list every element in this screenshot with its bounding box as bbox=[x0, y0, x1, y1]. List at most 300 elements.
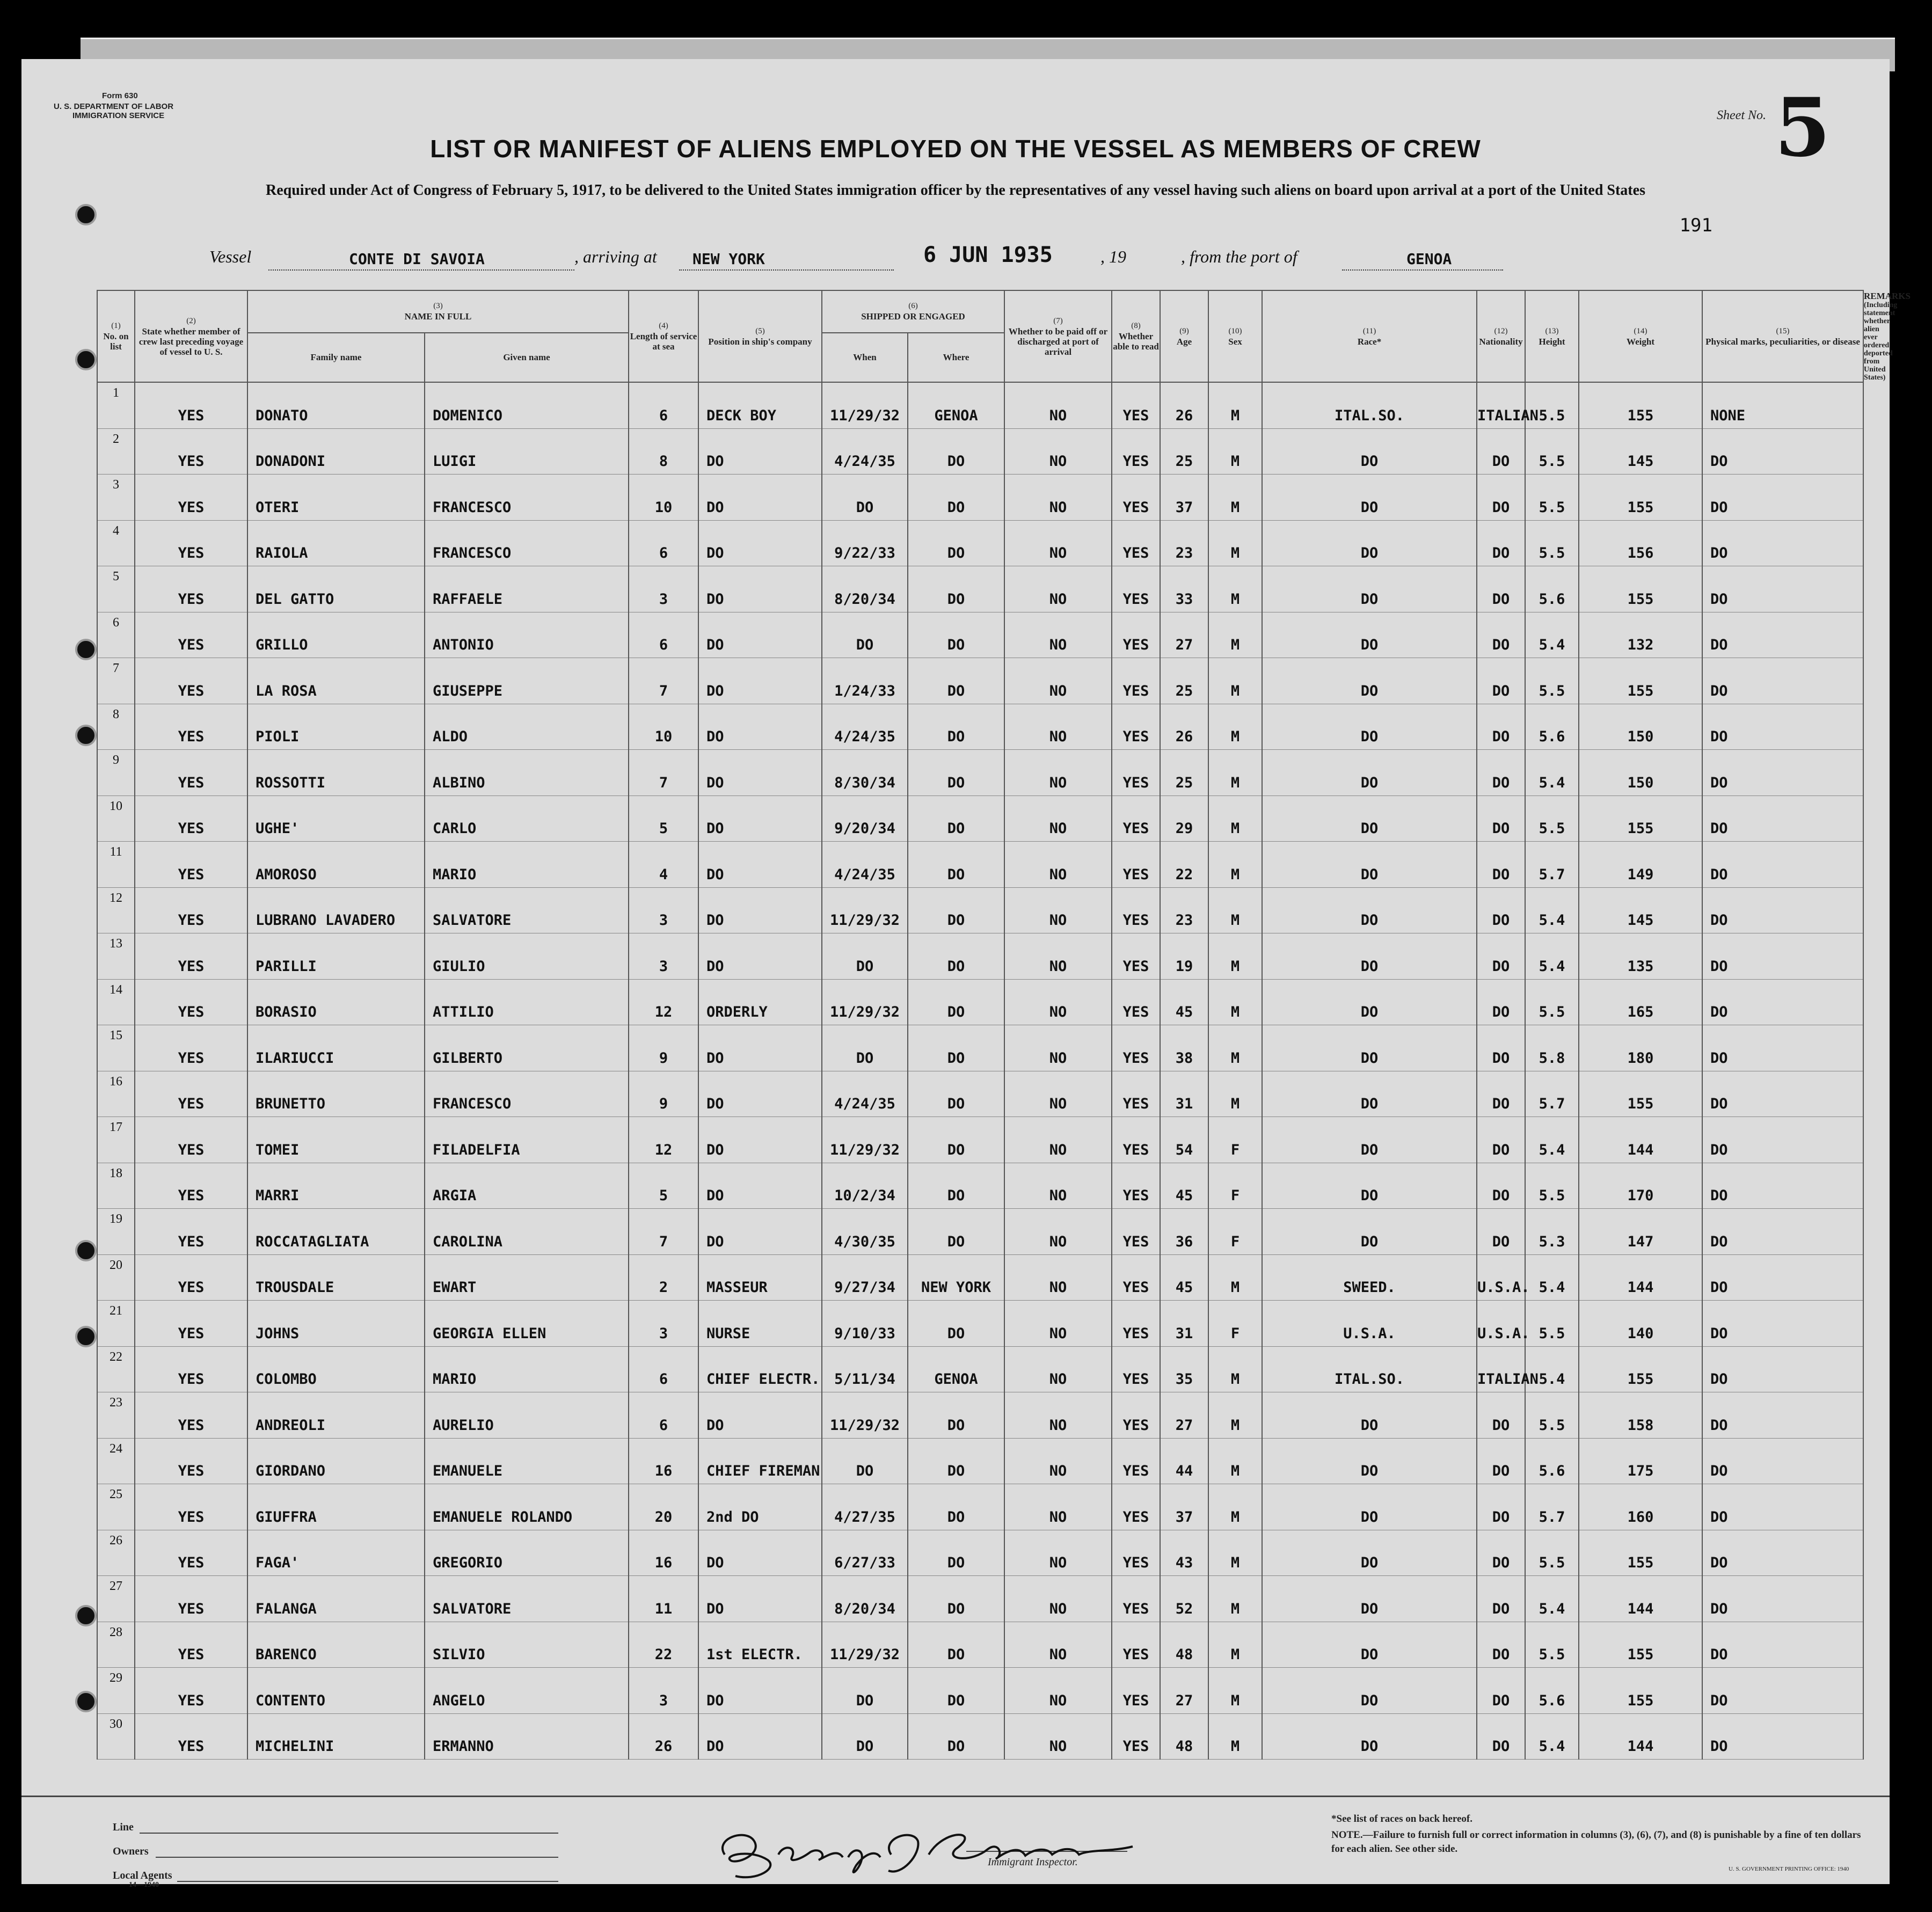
shipped-where-cell: DO bbox=[908, 1025, 1004, 1071]
sex-cell: M bbox=[1208, 1254, 1262, 1301]
shipped-when-cell: 9/10/33 bbox=[822, 1301, 908, 1347]
row-number-cell: 3 bbox=[97, 475, 135, 521]
table-row bbox=[97, 1163, 1863, 1209]
family-name-cell: LUBRANO LAVADERO bbox=[247, 887, 425, 933]
shipped-when-cell: 9/22/33 bbox=[822, 520, 908, 566]
race-cell: DO bbox=[1262, 887, 1477, 933]
family-name-cell: GIUFFRA bbox=[247, 1484, 425, 1530]
able-to-read-cell: YES bbox=[1112, 750, 1160, 796]
weight-cell: 158 bbox=[1579, 1392, 1702, 1439]
row-number-cell: 14 bbox=[97, 979, 135, 1025]
previous-voyage-cell: YES bbox=[135, 1209, 247, 1255]
local-agents-label: Local Agents bbox=[113, 1870, 172, 1881]
nationality-cell: U.S.A. bbox=[1477, 1301, 1525, 1347]
height-cell: 5.4 bbox=[1525, 1117, 1579, 1163]
nationality-cell: DO bbox=[1477, 796, 1525, 842]
paid-off-cell: NO bbox=[1004, 428, 1112, 475]
sex-cell: M bbox=[1208, 750, 1262, 796]
sex-cell: M bbox=[1208, 1346, 1262, 1392]
shipped-where-cell: DO bbox=[908, 1668, 1004, 1714]
binder-hole bbox=[75, 1240, 97, 1261]
height-cell: 5.5 bbox=[1525, 1163, 1579, 1209]
height-cell: 5.6 bbox=[1525, 704, 1579, 750]
table-row bbox=[97, 520, 1863, 566]
sex-cell: M bbox=[1208, 1392, 1262, 1439]
length-of-service-cell: 5 bbox=[629, 1163, 698, 1209]
table-row bbox=[97, 1622, 1863, 1668]
able-to-read-cell: YES bbox=[1112, 704, 1160, 750]
shipped-where-cell: DO bbox=[908, 658, 1004, 704]
previous-voyage-cell: YES bbox=[135, 1071, 247, 1117]
shipped-where-cell: GENOA bbox=[908, 1346, 1004, 1392]
able-to-read-cell: YES bbox=[1112, 1484, 1160, 1530]
header-length-of-service: (4) Length of service at sea bbox=[629, 290, 698, 382]
table-row bbox=[97, 887, 1863, 933]
row-number-cell: 6 bbox=[97, 612, 135, 658]
header-shipped-where: Where bbox=[908, 333, 1004, 382]
physical-marks-cell: DO bbox=[1702, 1117, 1863, 1163]
weight-cell: 180 bbox=[1579, 1025, 1702, 1071]
shipped-where-cell: DO bbox=[908, 1576, 1004, 1622]
weight-cell: 155 bbox=[1579, 1668, 1702, 1714]
row-number-cell: 4 bbox=[97, 520, 135, 566]
age-cell: 36 bbox=[1160, 1209, 1208, 1255]
weight-cell: 156 bbox=[1579, 520, 1702, 566]
length-of-service-cell: 26 bbox=[629, 1713, 698, 1760]
header-name-in-full: (3) NAME IN FULL bbox=[247, 290, 629, 333]
paid-off-cell: NO bbox=[1004, 1668, 1112, 1714]
given-name-cell: CARLO bbox=[425, 796, 629, 842]
given-name-cell: AURELIO bbox=[425, 1392, 629, 1439]
paid-off-cell: NO bbox=[1004, 1209, 1112, 1255]
shipped-where-cell: DO bbox=[908, 520, 1004, 566]
paid-off-cell: NO bbox=[1004, 658, 1112, 704]
shipped-where-cell: DO bbox=[908, 933, 1004, 980]
given-name-cell: SALVATORE bbox=[425, 1576, 629, 1622]
race-cell: DO bbox=[1262, 1484, 1477, 1530]
height-cell: 5.4 bbox=[1525, 887, 1579, 933]
able-to-read-cell: YES bbox=[1112, 887, 1160, 933]
previous-voyage-cell: YES bbox=[135, 1576, 247, 1622]
position-cell: DO bbox=[698, 428, 822, 475]
race-cell: DO bbox=[1262, 1530, 1477, 1576]
shipped-when-cell: 11/29/32 bbox=[822, 382, 908, 428]
given-name-cell: FRANCESCO bbox=[425, 1071, 629, 1117]
binder-hole bbox=[75, 1605, 97, 1626]
shipped-when-cell: DO bbox=[822, 1438, 908, 1484]
header-paid-off: (7) Whether to be paid off or discharged at port of arrival bbox=[1004, 290, 1112, 382]
table-row bbox=[97, 1576, 1863, 1622]
row-number-cell: 27 bbox=[97, 1576, 135, 1622]
shipped-when-cell: 4/24/35 bbox=[822, 1071, 908, 1117]
height-cell: 5.7 bbox=[1525, 842, 1579, 888]
table-row bbox=[97, 1668, 1863, 1714]
able-to-read-cell: YES bbox=[1112, 566, 1160, 612]
penalty-note: NOTE.—Failure to furnish full or correct information in columns (3), (6), (7), and (8) is punishable by a fine of ten dollars for each alien. See other side. bbox=[1331, 1829, 1861, 1855]
shipped-when-cell: 9/27/34 bbox=[822, 1254, 908, 1301]
row-number-cell: 9 bbox=[97, 750, 135, 796]
position-cell: DO bbox=[698, 1392, 822, 1439]
position-cell: DO bbox=[698, 1117, 822, 1163]
table-row bbox=[97, 566, 1863, 612]
position-cell: 2nd DO bbox=[698, 1484, 822, 1530]
paid-off-cell: NO bbox=[1004, 1117, 1112, 1163]
age-cell: 43 bbox=[1160, 1530, 1208, 1576]
vessel-name: CONTE DI SAVOIA bbox=[349, 250, 485, 268]
sex-cell: M bbox=[1208, 1713, 1262, 1760]
sex-cell: M bbox=[1208, 1025, 1262, 1071]
row-number-cell: 28 bbox=[97, 1622, 135, 1668]
physical-marks-cell: DO bbox=[1702, 1025, 1863, 1071]
sex-cell: M bbox=[1208, 887, 1262, 933]
sex-cell: M bbox=[1208, 1484, 1262, 1530]
row-number-cell: 15 bbox=[97, 1025, 135, 1071]
family-name-cell: CONTENTO bbox=[247, 1668, 425, 1714]
position-cell: DO bbox=[698, 520, 822, 566]
position-cell: DO bbox=[698, 658, 822, 704]
family-name-cell: COLOMBO bbox=[247, 1346, 425, 1392]
given-name-cell: ALDO bbox=[425, 704, 629, 750]
previous-voyage-cell: YES bbox=[135, 428, 247, 475]
given-name-cell: FRANCESCO bbox=[425, 475, 629, 521]
paid-off-cell: NO bbox=[1004, 566, 1112, 612]
family-name-cell: OTERI bbox=[247, 475, 425, 521]
sex-cell: F bbox=[1208, 1301, 1262, 1347]
department-name: U. S. DEPARTMENT OF LABOR bbox=[54, 102, 174, 111]
family-name-cell: GIORDANO bbox=[247, 1438, 425, 1484]
length-of-service-cell: 12 bbox=[629, 1117, 698, 1163]
age-cell: 31 bbox=[1160, 1301, 1208, 1347]
physical-marks-cell: DO bbox=[1702, 1209, 1863, 1255]
sex-cell: M bbox=[1208, 704, 1262, 750]
header-height: (13) Height bbox=[1525, 290, 1579, 382]
shipped-where-cell: DO bbox=[908, 1301, 1004, 1347]
nationality-cell: DO bbox=[1477, 475, 1525, 521]
able-to-read-cell: YES bbox=[1112, 1163, 1160, 1209]
physical-marks-cell: DO bbox=[1702, 1163, 1863, 1209]
sex-cell: M bbox=[1208, 520, 1262, 566]
inspector-signature bbox=[703, 1817, 1165, 1881]
paid-off-cell: NO bbox=[1004, 1484, 1112, 1530]
race-cell: DO bbox=[1262, 475, 1477, 521]
header-weight: (14) Weight bbox=[1579, 290, 1702, 382]
height-cell: 5.8 bbox=[1525, 1025, 1579, 1071]
shipped-when-cell: DO bbox=[822, 612, 908, 658]
able-to-read-cell: YES bbox=[1112, 1025, 1160, 1071]
arrival-date-stamp: 6 JUN 1935 bbox=[923, 243, 1053, 267]
row-number-cell: 8 bbox=[97, 704, 135, 750]
nationality-cell: DO bbox=[1477, 1530, 1525, 1576]
document-title: LIST OR MANIFEST OF ALIENS EMPLOYED ON THE VESSEL AS MEMBERS OF CREW bbox=[430, 135, 1481, 163]
able-to-read-cell: YES bbox=[1112, 1117, 1160, 1163]
age-cell: 23 bbox=[1160, 887, 1208, 933]
physical-marks-cell: DO bbox=[1702, 428, 1863, 475]
position-cell: CHIEF FIREMAN bbox=[698, 1438, 822, 1484]
table-row bbox=[97, 1025, 1863, 1071]
length-of-service-cell: 3 bbox=[629, 1668, 698, 1714]
race-cell: DO bbox=[1262, 1576, 1477, 1622]
sex-cell: M bbox=[1208, 1071, 1262, 1117]
given-name-cell: EMANUELE ROLANDO bbox=[425, 1484, 629, 1530]
header-race: (11) Race* bbox=[1262, 290, 1477, 382]
previous-voyage-cell: YES bbox=[135, 887, 247, 933]
physical-marks-cell: DO bbox=[1702, 1438, 1863, 1484]
race-cell: U.S.A. bbox=[1262, 1301, 1477, 1347]
nationality-cell: DO bbox=[1477, 1438, 1525, 1484]
position-cell: 1st ELECTR. bbox=[698, 1622, 822, 1668]
able-to-read-cell: YES bbox=[1112, 1622, 1160, 1668]
sex-cell: M bbox=[1208, 796, 1262, 842]
sex-cell: M bbox=[1208, 1622, 1262, 1668]
row-number-cell: 23 bbox=[97, 1392, 135, 1439]
age-cell: 37 bbox=[1160, 1484, 1208, 1530]
position-cell: DECK BOY bbox=[698, 382, 822, 428]
row-number-cell: 7 bbox=[97, 658, 135, 704]
sex-cell: M bbox=[1208, 1668, 1262, 1714]
race-cell: DO bbox=[1262, 979, 1477, 1025]
binder-hole bbox=[75, 204, 97, 225]
table-row bbox=[97, 1346, 1863, 1392]
nationality-cell: DO bbox=[1477, 842, 1525, 888]
given-name-cell: CAROLINA bbox=[425, 1209, 629, 1255]
age-cell: 54 bbox=[1160, 1117, 1208, 1163]
nationality-cell: DO bbox=[1477, 1484, 1525, 1530]
shipped-where-cell: DO bbox=[908, 979, 1004, 1025]
shipped-when-cell: 11/29/32 bbox=[822, 979, 908, 1025]
weight-cell: 140 bbox=[1579, 1301, 1702, 1347]
length-of-service-cell: 6 bbox=[629, 520, 698, 566]
physical-marks-cell: DO bbox=[1702, 1346, 1863, 1392]
length-of-service-cell: 3 bbox=[629, 887, 698, 933]
shipped-when-cell: DO bbox=[822, 1668, 908, 1714]
race-cell: ITAL.SO. bbox=[1262, 382, 1477, 428]
paid-off-cell: NO bbox=[1004, 1576, 1112, 1622]
age-cell: 23 bbox=[1160, 520, 1208, 566]
paid-off-cell: NO bbox=[1004, 1713, 1112, 1760]
table-row bbox=[97, 1209, 1863, 1255]
shipped-where-cell: DO bbox=[908, 1438, 1004, 1484]
age-cell: 25 bbox=[1160, 428, 1208, 475]
row-number-cell: 21 bbox=[97, 1301, 135, 1347]
weight-cell: 144 bbox=[1579, 1713, 1702, 1760]
family-name-cell: BRUNETTO bbox=[247, 1071, 425, 1117]
given-name-cell: FILADELFIA bbox=[425, 1117, 629, 1163]
crew-manifest-table: (1) No. on list (2) State whether member of crew last preceding voyage of vessel to U. S. (3) NAME IN FULL (4) Length of service at sea (5) Position in ship's company (6) SHIPPED OR ENGAGED (7) Whether to be paid off or discharged at port of arrival (8) Whether able to read (9) Age (10) Sex (11) Race* (12) Nationality (13) Height (14) Weight (15) Physical marks, peculiarities, or disease REMARKS (Including statement whether alien ever ordered deported from United States) Family name Given name When Where 1 YES DONATO DOMENICO 6 DECK BOY 11/29/32 GENOA NO YES 26 M ITAL.SO. ITALIAN 5.5 155 NONE 2 YES DONADONI LUIGI 8 DO 4/24/35 DO NO YES 25 M DO DO 5.5 145 DO 3 YES OTERI FRANCESCO 10 DO DO DO NO YES 37 M DO DO 5.5 155 DO 4 YES RAIOLA FRANCESCO 6 DO 9/22/33 DO NO YES 23 M DO DO 5.5 156 DO 5 YES DEL GATTO RAFFAELE 3 DO 8/20/34 DO NO YES 33 M DO DO 5.6 155 DO 6 YES GRILLO ANTONIO 6 DO DO DO NO YES 27 M DO DO 5.4 132 DO 7 YES LA ROSA GIUSEPPE 7 DO 1/24/33 DO NO YES 25 M DO DO 5.5 155 DO 8 YES PIOLI ALDO 10 DO 4/24/35 DO NO YES 26 M DO DO 5.6 150 DO 9 YES ROSSOTTI ALBINO 7 DO 8/30/34 DO NO YES 25 M DO DO 5.4 150 DO 10 YES UGHE' CARLO 5 DO 9/20/34 DO NO YES 29 M DO DO 5.5 155 DO 11 YES AMOROSO MARIO 4 DO 4/24/35 DO NO YES 22 M DO DO 5.7 149 DO 12 YES LUBRANO LAVADERO SALVATORE 3 DO 11/29/32 DO NO YES 23 M DO DO 5.4 145 DO 13 YES PARILLI GIULIO 3 DO DO DO NO YES 19 M DO DO 5.4 135 DO 14 YES BORASIO ATTILIO 12 ORDERLY 11/29/32 DO NO YES 45 M DO DO 5.5 165 DO 15 YES ILARIUCCI GILBERTO 9 DO DO DO NO YES 38 M DO DO 5.8 180 DO 16 YES BRUNETTO FRANCESCO 9 DO 4/24/35 DO NO YES 31 M DO DO 5.7 155 DO 17 YES TOMEI FILADELFIA 12 DO 11/29/32 DO NO YES 54 F DO DO 5.4 144 DO 18 YES MARRI ARGIA 5 DO 10/2/34 DO NO YES 45 F DO DO 5.5 170 DO 19 YES ROCCATAGLIATA CAROLINA 7 DO 4/30/35 DO NO YES 36 F DO DO 5.3 147 DO 20 YES TROUSDALE EWART 2 MASSEUR 9/27/34 NEW YORK NO YES 45 M SWEED. U.S.A. 5.4 144 DO 21 YES JOHNS GEORGIA ELLEN 3 NURSE 9/10/33 DO NO YES 31 F U.S.A. U.S.A. 5.5 140 DO 22 YES COLOMBO MARIO 6 CHIEF ELECTR. 5/11/34 GENOA NO YES 35 M ITAL.SO. ITALIAN 5.4 155 DO 23 YES ANDREOLI AURELIO 6 DO 11/29/32 DO NO YES 27 M DO DO 5.5 158 DO 24 YES GIORDANO EMANUELE 16 CHIEF FIREMAN DO DO NO YES 44 M DO DO 5.6 175 DO 25 YES GIUFFRA EMANUELE ROLANDO 20 2nd DO 4/27/35 DO NO YES 37 M DO DO 5.7 160 DO 26 YES FAGA' GREGORIO 16 DO 6/27/33 DO NO YES 43 M DO DO 5.5 155 DO 27 YES FALANGA SALVATORE 11 DO 8/20/34 DO NO YES 52 M DO DO 5.4 144 DO 28 YES BARENCO SILVIO 22 1st ELECTR. 11/29/32 DO NO YES 48 M DO DO 5.5 155 DO 29 YES CONTENTO ANGELO 3 DO DO DO NO YES 27 M DO DO 5.6 155 DO 30 YES MICHELINI ERMANNO 26 DO DO DO NO YES 48 M DO DO 5.4 144 DO bbox=[97, 290, 1864, 1760]
height-cell: 5.4 bbox=[1525, 1254, 1579, 1301]
able-to-read-cell: YES bbox=[1112, 1346, 1160, 1392]
previous-voyage-cell: YES bbox=[135, 704, 247, 750]
header-shipped-or-engaged: (6) SHIPPED OR ENGAGED bbox=[822, 290, 1004, 333]
nationality-cell: DO bbox=[1477, 566, 1525, 612]
binder-hole bbox=[75, 639, 97, 660]
shipped-where-cell: DO bbox=[908, 1117, 1004, 1163]
paid-off-cell: NO bbox=[1004, 1254, 1112, 1301]
header-physical-marks: (15) Physical marks, peculiarities, or disease bbox=[1702, 290, 1863, 382]
height-cell: 5.6 bbox=[1525, 1438, 1579, 1484]
previous-voyage-cell: YES bbox=[135, 520, 247, 566]
shipped-where-cell: DO bbox=[908, 1713, 1004, 1760]
nationality-cell: DO bbox=[1477, 1392, 1525, 1439]
height-cell: 5.6 bbox=[1525, 566, 1579, 612]
height-cell: 5.7 bbox=[1525, 1071, 1579, 1117]
requirement-text: Required under Act of Congress of February 5, 1917, to be delivered to the United States immigration officer by the representatives of any vessel having such aliens on board upon arrival at a port of the United States bbox=[266, 182, 1645, 199]
vessel-dotted-line bbox=[268, 269, 574, 271]
given-name-cell: SILVIO bbox=[425, 1622, 629, 1668]
row-number-cell: 30 bbox=[97, 1713, 135, 1760]
previous-voyage-cell: YES bbox=[135, 658, 247, 704]
nationality-cell: DO bbox=[1477, 750, 1525, 796]
row-number-cell: 12 bbox=[97, 887, 135, 933]
length-of-service-cell: 12 bbox=[629, 979, 698, 1025]
row-number-cell: 19 bbox=[97, 1209, 135, 1255]
position-cell: DO bbox=[698, 1530, 822, 1576]
sex-cell: F bbox=[1208, 1117, 1262, 1163]
race-cell: DO bbox=[1262, 1117, 1477, 1163]
able-to-read-cell: YES bbox=[1112, 1071, 1160, 1117]
able-to-read-cell: YES bbox=[1112, 382, 1160, 428]
given-name-cell: EMANUELE bbox=[425, 1438, 629, 1484]
nationality-cell: DO bbox=[1477, 658, 1525, 704]
age-cell: 44 bbox=[1160, 1438, 1208, 1484]
row-number-cell: 5 bbox=[97, 566, 135, 612]
table-row bbox=[97, 475, 1863, 521]
weight-cell: 144 bbox=[1579, 1576, 1702, 1622]
age-cell: 33 bbox=[1160, 566, 1208, 612]
given-name-cell: ARGIA bbox=[425, 1163, 629, 1209]
age-cell: 45 bbox=[1160, 1163, 1208, 1209]
race-cell: DO bbox=[1262, 704, 1477, 750]
previous-voyage-cell: YES bbox=[135, 842, 247, 888]
family-name-cell: GRILLO bbox=[247, 612, 425, 658]
shipped-where-cell: DO bbox=[908, 887, 1004, 933]
nationality-cell: DO bbox=[1477, 1163, 1525, 1209]
age-cell: 25 bbox=[1160, 750, 1208, 796]
able-to-read-cell: YES bbox=[1112, 1713, 1160, 1760]
family-name-cell: DONADONI bbox=[247, 428, 425, 475]
previous-voyage-cell: YES bbox=[135, 566, 247, 612]
weight-cell: 170 bbox=[1579, 1163, 1702, 1209]
previous-voyage-cell: YES bbox=[135, 475, 247, 521]
from-port: GENOA bbox=[1406, 250, 1452, 268]
height-cell: 5.5 bbox=[1525, 428, 1579, 475]
height-cell: 5.5 bbox=[1525, 658, 1579, 704]
arriving-label: , arriving at bbox=[574, 247, 657, 266]
family-name-cell: ROSSOTTI bbox=[247, 750, 425, 796]
shipped-where-cell: DO bbox=[908, 1392, 1004, 1439]
from-port-label: , from the port of bbox=[1181, 247, 1297, 266]
height-cell: 5.5 bbox=[1525, 979, 1579, 1025]
shipped-when-cell: 8/20/34 bbox=[822, 1576, 908, 1622]
shipped-when-cell: 6/27/33 bbox=[822, 1530, 908, 1576]
physical-marks-cell: DO bbox=[1702, 1071, 1863, 1117]
sheet-number-label: Sheet No. bbox=[1717, 108, 1766, 122]
table-row bbox=[97, 1438, 1863, 1484]
sex-cell: M bbox=[1208, 612, 1262, 658]
physical-marks-cell: DO bbox=[1702, 887, 1863, 933]
shipped-when-cell: 11/29/32 bbox=[822, 1392, 908, 1439]
able-to-read-cell: YES bbox=[1112, 1209, 1160, 1255]
physical-marks-cell: DO bbox=[1702, 704, 1863, 750]
weight-cell: 135 bbox=[1579, 933, 1702, 980]
able-to-read-cell: YES bbox=[1112, 796, 1160, 842]
nationality-cell: DO bbox=[1477, 979, 1525, 1025]
position-cell: DO bbox=[698, 475, 822, 521]
length-of-service-cell: 16 bbox=[629, 1438, 698, 1484]
family-name-cell: FALANGA bbox=[247, 1576, 425, 1622]
given-name-cell: EWART bbox=[425, 1254, 629, 1301]
previous-voyage-cell: YES bbox=[135, 1622, 247, 1668]
shipped-where-cell: GENOA bbox=[908, 382, 1004, 428]
given-name-cell: GILBERTO bbox=[425, 1025, 629, 1071]
length-of-service-cell: 7 bbox=[629, 658, 698, 704]
nationality-cell: DO bbox=[1477, 887, 1525, 933]
shipped-when-cell: 11/29/32 bbox=[822, 887, 908, 933]
position-cell: DO bbox=[698, 933, 822, 980]
weight-cell: 155 bbox=[1579, 475, 1702, 521]
nationality-cell: DO bbox=[1477, 1025, 1525, 1071]
previous-voyage-cell: YES bbox=[135, 1254, 247, 1301]
nationality-cell: DO bbox=[1477, 1713, 1525, 1760]
height-cell: 5.4 bbox=[1525, 1576, 1579, 1622]
race-cell: DO bbox=[1262, 842, 1477, 888]
shipped-when-cell: 11/29/32 bbox=[822, 1622, 908, 1668]
shipped-when-cell: 4/27/35 bbox=[822, 1484, 908, 1530]
nationality-cell: ITALIAN bbox=[1477, 382, 1525, 428]
able-to-read-cell: YES bbox=[1112, 1576, 1160, 1622]
page-number: 191 bbox=[1679, 215, 1712, 236]
nationality-cell: DO bbox=[1477, 1209, 1525, 1255]
height-cell: 5.5 bbox=[1525, 382, 1579, 428]
able-to-read-cell: YES bbox=[1112, 979, 1160, 1025]
agents-signature-line bbox=[177, 1881, 558, 1882]
previous-voyage-cell: YES bbox=[135, 979, 247, 1025]
height-cell: 5.4 bbox=[1525, 933, 1579, 980]
table-row bbox=[97, 1484, 1863, 1530]
physical-marks-cell: DO bbox=[1702, 1576, 1863, 1622]
position-cell: DO bbox=[698, 1163, 822, 1209]
paid-off-cell: NO bbox=[1004, 520, 1112, 566]
race-cell: DO bbox=[1262, 1025, 1477, 1071]
age-cell: 29 bbox=[1160, 796, 1208, 842]
row-number-cell: 29 bbox=[97, 1668, 135, 1714]
weight-cell: 155 bbox=[1579, 1346, 1702, 1392]
shipped-where-cell: DO bbox=[908, 1530, 1004, 1576]
binder-hole bbox=[75, 349, 97, 370]
race-cell: DO bbox=[1262, 1209, 1477, 1255]
able-to-read-cell: YES bbox=[1112, 1392, 1160, 1439]
table-row bbox=[97, 612, 1863, 658]
paid-off-cell: NO bbox=[1004, 1071, 1112, 1117]
weight-cell: 155 bbox=[1579, 658, 1702, 704]
previous-voyage-cell: YES bbox=[135, 933, 247, 980]
paid-off-cell: NO bbox=[1004, 933, 1112, 980]
shipped-when-cell: DO bbox=[822, 1025, 908, 1071]
crew-rows bbox=[97, 382, 1863, 1760]
height-cell: 5.6 bbox=[1525, 1668, 1579, 1714]
height-cell: 5.4 bbox=[1525, 1346, 1579, 1392]
length-of-service-cell: 9 bbox=[629, 1025, 698, 1071]
length-of-service-cell: 5 bbox=[629, 796, 698, 842]
weight-cell: 175 bbox=[1579, 1438, 1702, 1484]
family-name-cell: BORASIO bbox=[247, 979, 425, 1025]
age-cell: 38 bbox=[1160, 1025, 1208, 1071]
previous-voyage-cell: YES bbox=[135, 1025, 247, 1071]
shipped-where-cell: DO bbox=[908, 1622, 1004, 1668]
shipped-where-cell: DO bbox=[908, 750, 1004, 796]
race-cell: DO bbox=[1262, 520, 1477, 566]
given-name-cell: GREGORIO bbox=[425, 1530, 629, 1576]
given-name-cell: ALBINO bbox=[425, 750, 629, 796]
